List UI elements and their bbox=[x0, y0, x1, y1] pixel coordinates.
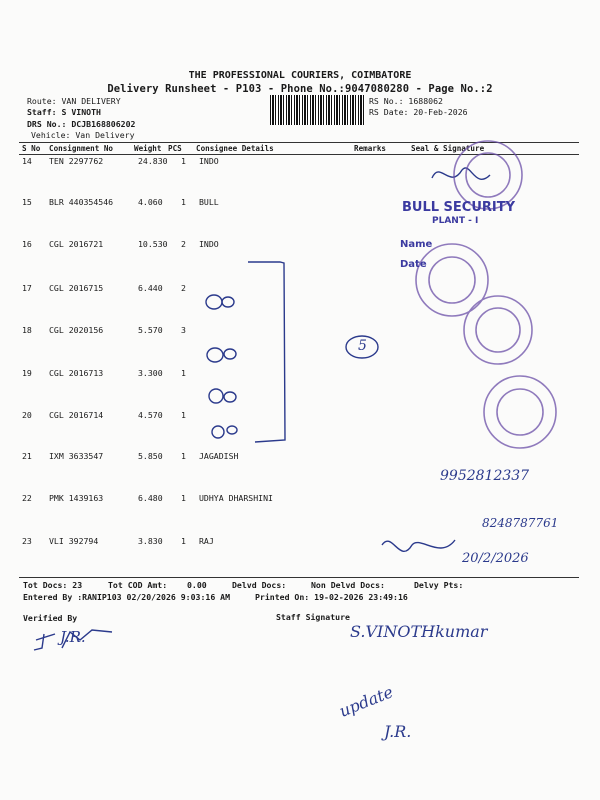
row-weight: 4.570 bbox=[138, 410, 163, 420]
col-consignee: Consignee Details bbox=[196, 144, 274, 153]
col-pcs: PCS bbox=[168, 144, 182, 153]
delivery-points: Delvy Pts: bbox=[414, 580, 464, 590]
row-sno: 21 bbox=[22, 451, 32, 461]
stamp-14 bbox=[454, 141, 522, 209]
total-docs: Tot Docs: 23 bbox=[23, 580, 83, 590]
row-consignment: CGL 2020156 bbox=[49, 325, 104, 335]
scribble-19 bbox=[209, 389, 223, 403]
vehicle: Vehicle: Van Delivery bbox=[31, 130, 135, 140]
row-consignment: PMK 1439163 bbox=[49, 493, 104, 503]
drs-number: DRS No.: DCJB168806202 bbox=[27, 119, 136, 129]
col-signature: Seal & Signature bbox=[411, 144, 485, 153]
row-consignment: BLR 440354546 bbox=[49, 197, 114, 207]
row-weight: 6.480 bbox=[138, 493, 163, 503]
stamp-16 bbox=[416, 244, 488, 316]
total-cod-value: 0.00 bbox=[187, 580, 207, 590]
bull-plant-stamp: PLANT - I bbox=[432, 216, 479, 226]
non-delivered-docs: Non Delvd Docs: bbox=[311, 580, 385, 590]
row-pcs: 1 bbox=[181, 368, 186, 378]
row-consignment: IXM 3633547 bbox=[49, 451, 104, 461]
row-consignee: INDO bbox=[199, 156, 219, 166]
col-consignment: Consignment No bbox=[49, 144, 114, 153]
scribble-20 bbox=[212, 426, 224, 438]
row-sno: 23 bbox=[22, 536, 32, 546]
remark-5: 5 bbox=[358, 338, 367, 354]
row-consignee: UDHYA DHARSHINI bbox=[199, 493, 273, 503]
stamp-name-label: Name bbox=[400, 239, 433, 250]
row-consignment: TEN 2297762 bbox=[49, 156, 104, 166]
phone-22: 8248787761 bbox=[482, 516, 559, 530]
stamp-date-label: Date bbox=[400, 259, 427, 270]
printed-on: Printed On: 19-02-2026 23:49:16 bbox=[255, 592, 408, 602]
route: Route: VAN DELIVERY bbox=[27, 96, 121, 106]
row-pcs: 1 bbox=[181, 197, 186, 207]
row-sno: 14 bbox=[22, 156, 32, 166]
row-pcs: 3 bbox=[181, 325, 186, 335]
verified-by-label: Verified By bbox=[23, 613, 78, 623]
scribble-17 bbox=[206, 295, 222, 309]
staff-signature: S.VINOTHkumar bbox=[350, 622, 488, 641]
row-weight: 5.850 bbox=[138, 451, 163, 461]
row-weight: 3.300 bbox=[138, 368, 163, 378]
row-sno: 18 bbox=[22, 325, 32, 335]
col-sno: S No bbox=[22, 144, 41, 153]
row-sno: 20 bbox=[22, 410, 32, 420]
row-weight: 5.570 bbox=[138, 325, 163, 335]
row-weight: 4.060 bbox=[138, 197, 163, 207]
row-sno: 17 bbox=[22, 283, 32, 293]
verified-initials: J.R. bbox=[60, 628, 86, 646]
row-consignment: VLI 392794 bbox=[49, 536, 99, 546]
row-pcs: 2 bbox=[181, 239, 186, 249]
staff: Staff: S VINOTH bbox=[27, 107, 101, 117]
staff-signature-label: Staff Signature bbox=[276, 612, 350, 622]
entered-by: Entered By :RANIP103 02/20/2026 9:03:16 AM bbox=[23, 592, 231, 602]
update-initials: J.R. bbox=[384, 722, 412, 741]
row-weight: 6.440 bbox=[138, 283, 163, 293]
runsheet-title: Delivery Runsheet - P103 - Phone No.:9047080280 - Page No.:2 bbox=[107, 83, 493, 95]
rs-number: RS No.: 1688062 bbox=[369, 96, 443, 106]
row-pcs: 2 bbox=[181, 283, 186, 293]
row-pcs: 1 bbox=[181, 410, 186, 420]
row-consignment: CGL 2016721 bbox=[49, 239, 104, 249]
company-title: THE PROFESSIONAL COURIERS, COIMBATORE bbox=[188, 70, 412, 81]
bracket-mark bbox=[248, 262, 285, 442]
stamp-19 bbox=[484, 376, 556, 448]
rs-date: RS Date: 20-Feb-2026 bbox=[369, 107, 468, 117]
row-pcs: 1 bbox=[181, 493, 186, 503]
update-note: update bbox=[336, 682, 396, 721]
phone-21: 9952812337 bbox=[440, 468, 530, 484]
total-cod-label: Tot COD Amt: bbox=[108, 580, 168, 590]
col-weight: Weight bbox=[134, 144, 162, 153]
date-23: 20/2/2026 bbox=[462, 551, 529, 566]
row-weight: 3.830 bbox=[138, 536, 163, 546]
row-sno: 22 bbox=[22, 493, 32, 503]
col-remarks: Remarks bbox=[354, 144, 387, 153]
signature-23 bbox=[382, 540, 455, 551]
row-sno: 16 bbox=[22, 239, 32, 249]
row-consignee: JAGADISH bbox=[199, 451, 239, 461]
scribble-18 bbox=[207, 348, 223, 362]
row-pcs: 1 bbox=[181, 536, 186, 546]
row-weight: 10.530 bbox=[138, 239, 168, 249]
stamp-17 bbox=[464, 296, 532, 364]
row-consignment: CGL 2016714 bbox=[49, 410, 104, 420]
bull-security-stamp: BULL SECURITY bbox=[402, 200, 516, 215]
row-pcs: 1 bbox=[181, 451, 186, 461]
signature-14 bbox=[432, 168, 490, 179]
row-pcs: 1 bbox=[181, 156, 186, 166]
row-consignment: CGL 2016715 bbox=[49, 283, 104, 293]
row-consignee: INDO bbox=[199, 239, 219, 249]
row-consignment: CGL 2016713 bbox=[49, 368, 104, 378]
row-weight: 24.830 bbox=[138, 156, 168, 166]
row-consignee: BULL bbox=[199, 197, 219, 207]
row-sno: 15 bbox=[22, 197, 32, 207]
row-consignee: RAJ bbox=[199, 536, 214, 546]
row-sno: 19 bbox=[22, 368, 32, 378]
delivered-docs: Delvd Docs: bbox=[232, 580, 287, 590]
